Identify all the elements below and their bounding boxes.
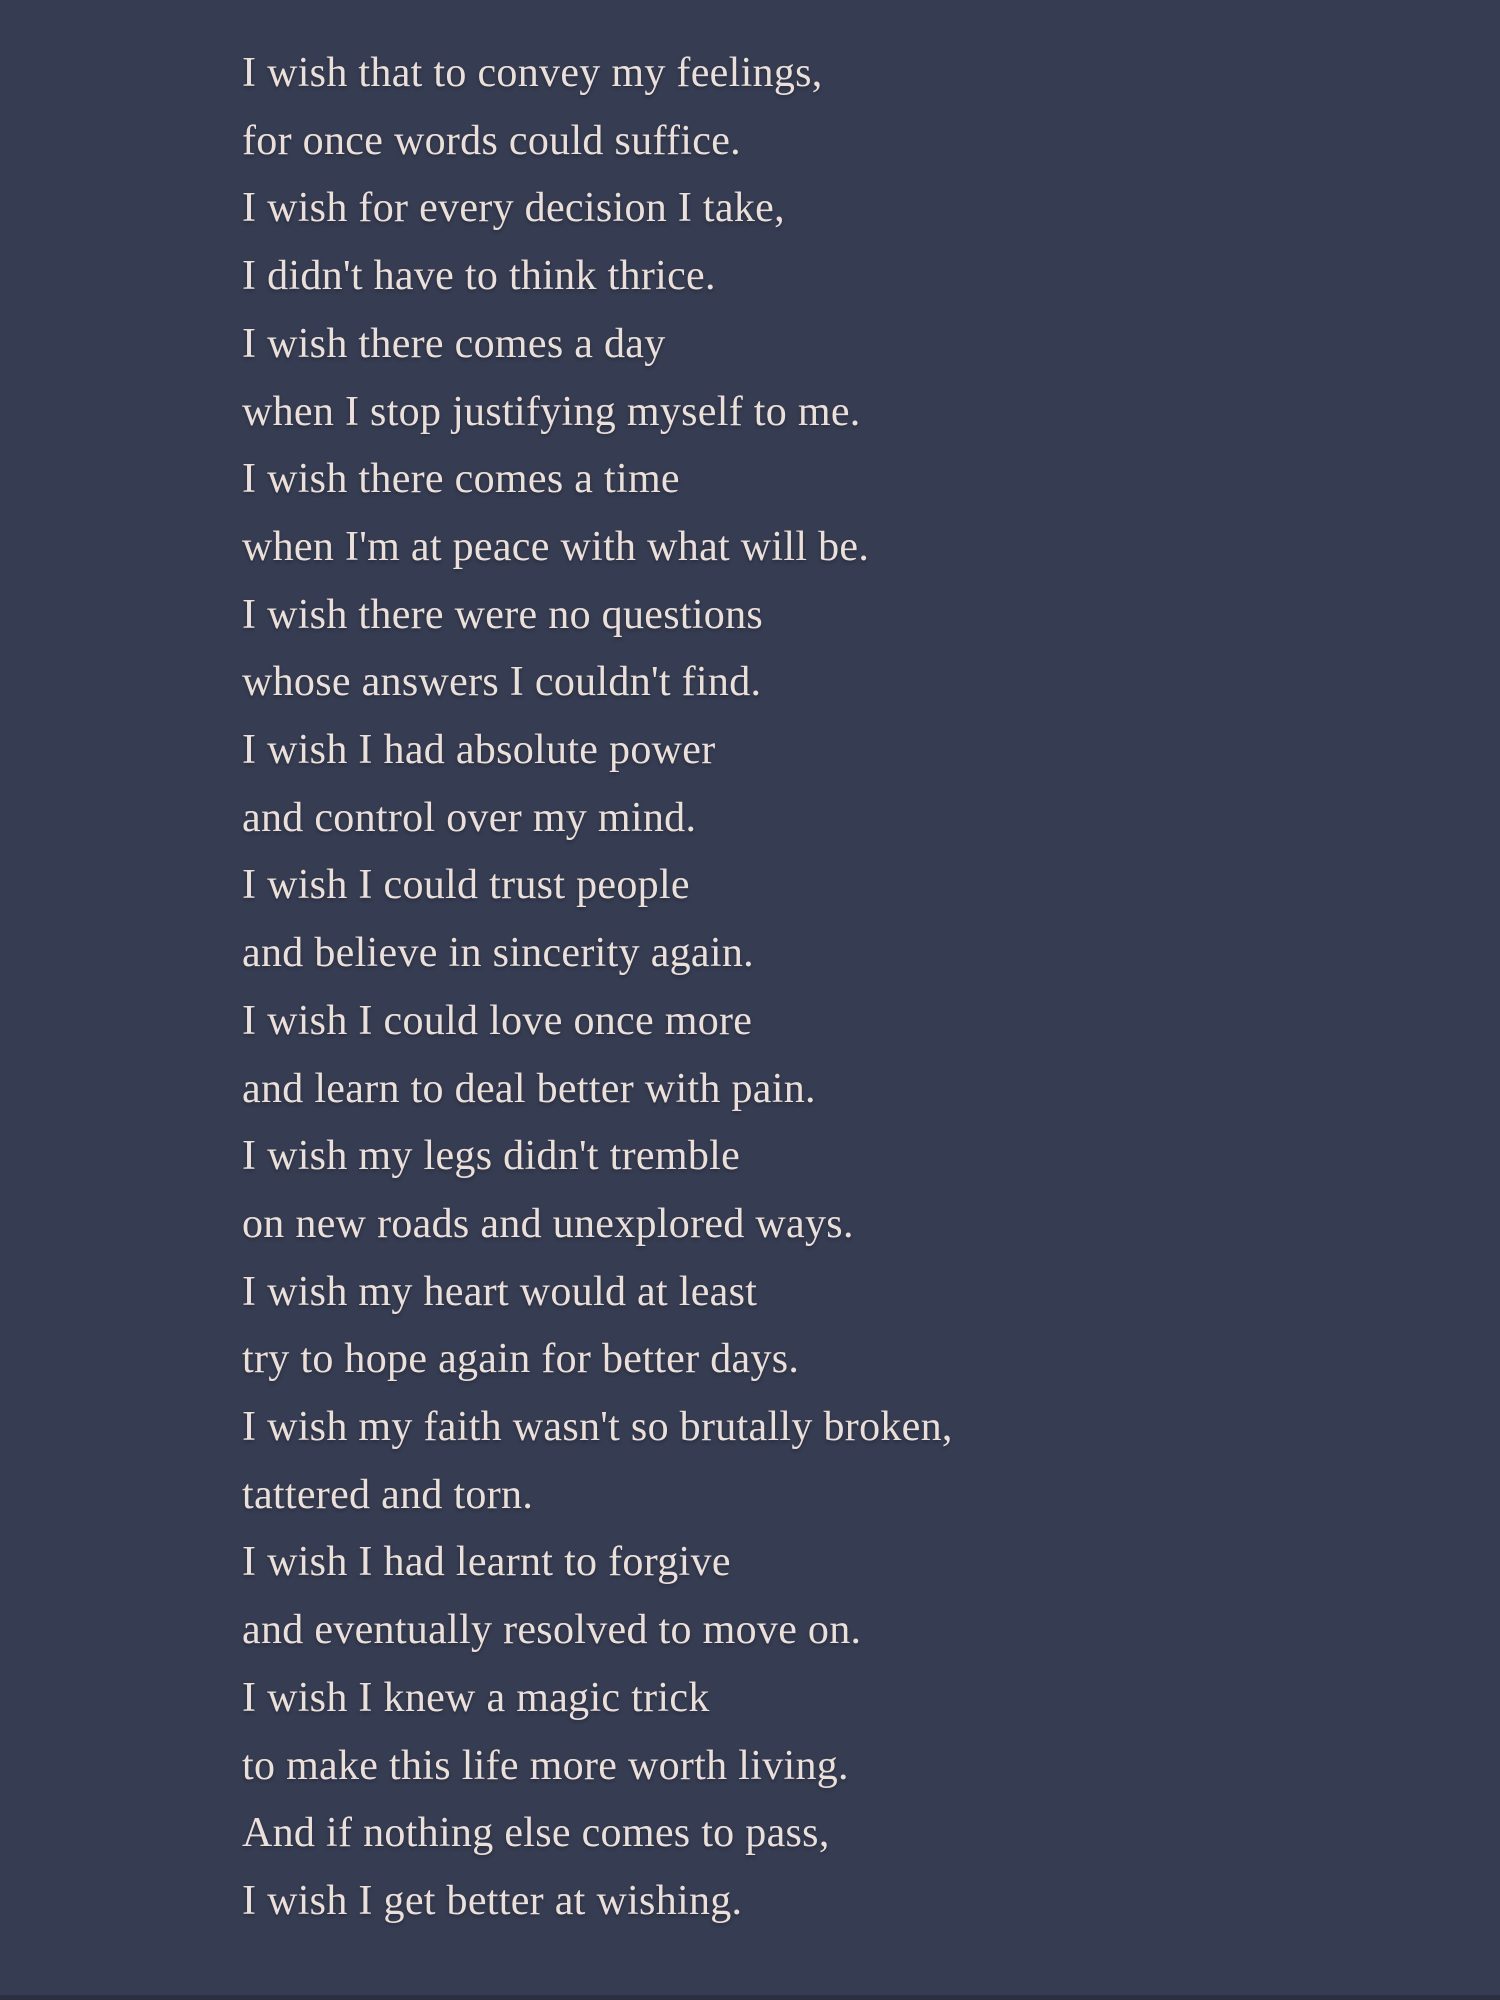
poem-line: I wish my faith wasn't so brutally broken,	[242, 1404, 953, 1451]
poem-line: I wish I could love once more	[242, 997, 753, 1044]
poem-line: I wish my legs didn't tremble	[242, 1133, 741, 1180]
poem-line: I wish I had learnt to forgive	[242, 1539, 731, 1586]
poem-line: I wish I knew a magic trick	[242, 1674, 710, 1721]
poem-line: whose answers I couldn't find.	[242, 659, 762, 706]
poem-line: and control over my mind.	[242, 794, 697, 841]
poem-line: to make this life more worth living.	[242, 1742, 849, 1789]
poem-line: I wish I get better at wishing.	[242, 1877, 743, 1924]
poem-line: I wish I could trust people	[242, 862, 690, 909]
poem-line: And if nothing else comes to pass,	[242, 1810, 830, 1857]
poem-line: on new roads and unexplored ways.	[242, 1200, 854, 1247]
poem-line: try to hope again for better days.	[242, 1336, 800, 1383]
poem-line: tattered and torn.	[242, 1471, 534, 1518]
poem-line: and eventually resolved to move on.	[242, 1607, 862, 1654]
bottom-edge-strip	[0, 1995, 1500, 2000]
poem-line: when I'm at peace with what will be.	[242, 523, 870, 570]
poem-line: and believe in sincerity again.	[242, 930, 754, 977]
poem-line: and learn to deal better with pain.	[242, 1065, 816, 1112]
poem-line: I didn't have to think thrice.	[242, 253, 716, 300]
poem-line: I wish that to convey my feelings,	[242, 50, 823, 96]
poem-line: I wish there comes a day	[242, 320, 666, 367]
poem-line: I wish my heart would at least	[242, 1268, 758, 1315]
poem-line: I wish for every decision I take,	[242, 185, 785, 232]
poem-line: for once words could suffice.	[242, 117, 741, 164]
poem-line: I wish there comes a time	[242, 456, 680, 503]
poem-line: I wish there were no questions	[242, 591, 764, 638]
poem-line: when I stop justifying myself to me.	[242, 388, 861, 435]
poem-text	[242, 40, 1460, 1936]
poem-line: I wish I had absolute power	[242, 727, 716, 774]
